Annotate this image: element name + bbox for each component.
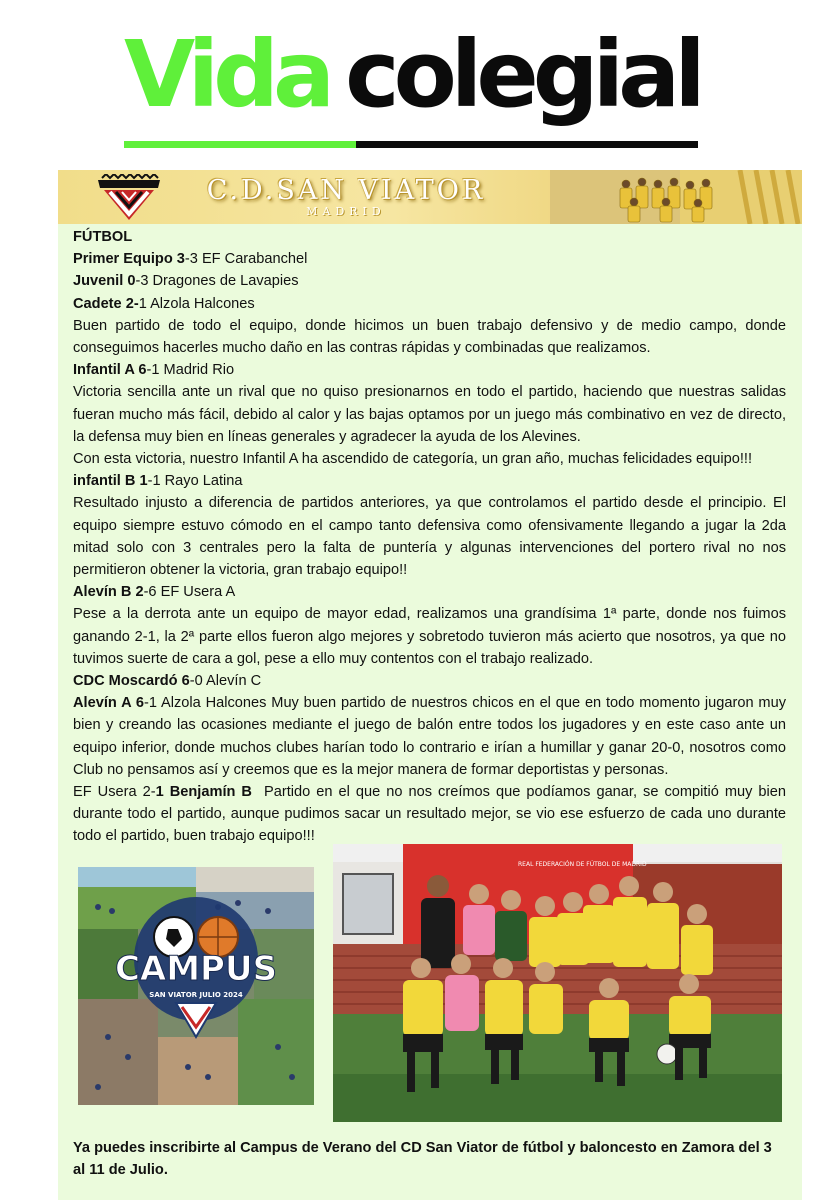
result-score: -0 Alevín C	[189, 673, 262, 690]
match-report: Con esta victoria, nuestro Infantil A ha ascendido de categoría, un gran año, muchas felicidades equipo!!!	[73, 451, 753, 468]
article-body	[73, 226, 791, 848]
match-report: Partido en el que no nos creímos que podíamos ganar, se compitió muy bien durante todo el partido, aunque pudimos sacar un resultado mejor, se vio ese esfuerzo de cada uno durante todo el partido, buen trabajo equipo!!!	[73, 784, 791, 845]
campus-title: CAMPUS	[114, 949, 278, 989]
result-team: Alevín A 6	[73, 695, 145, 712]
banner-club-name: C.D.SAN VIATOR	[206, 175, 486, 206]
result-score: -1 Rayo Latina	[147, 473, 243, 490]
result-team: Cadete 2-	[73, 295, 139, 312]
result-line	[73, 470, 786, 492]
match-report: Buen partido de todo el equipo, donde hicimos un buen trabajo defensivo y de medio campo, donde conseguimos hacerles mucho daño en las contras rápidas y combinadas que realizamos.	[73, 317, 786, 357]
match-report: Victoria sencilla ante un rival que no quiso presionarnos en todo el partido, haciendo que nuestras salidas fueran mucho más fácil, debido al calor y las bajas optamos por un juego más combinativo en vez de directo, la defensa muy bien en líneas generales y agradecer la ayuda de los Alevines.	[73, 384, 786, 445]
page-title	[124, 20, 700, 130]
result-score: -3 EF Carabanchel	[184, 251, 308, 268]
banner-team-photo	[550, 170, 802, 224]
campus-poster-image	[78, 867, 314, 1105]
result-line	[73, 270, 786, 292]
result-team: infantil B 1	[73, 473, 148, 490]
result-team: Juvenil 0	[73, 273, 136, 290]
club-banner	[58, 170, 802, 224]
section-heading: FÚTBOL	[73, 229, 133, 245]
title-word-vida: Vida	[124, 21, 330, 128]
result-line	[73, 359, 786, 381]
wall-sign-text: REAL FEDERACIÓN DE FÚTBOL DE MADRID	[518, 861, 647, 868]
result-line	[73, 581, 786, 603]
result-line	[73, 670, 786, 692]
result-score: -6 EF Usera A	[143, 584, 236, 601]
title-word-colegial: colegial	[345, 21, 700, 128]
match-report: -1 Alzola Halcones Muy buen partido de nuestros chicos en el que en todo momento jugaron muy bien y creando las ocasiones mediante el juego de balón entre todos los jugadores y en este caso ante un equipo inferior, donde muchos clubes harían todo lo contrario e irían a humillar y ganar 20-0, nosotros como Club no pensamos así y creemos que es la mejor manera de formar deportistas y personas.	[73, 695, 786, 778]
masthead	[0, 0, 834, 160]
match-report: Pese a la derrota ante un equipo de mayor edad, realizamos una grandísima 1ª parte, donde nos fuimos ganando 2-1, la 2ª parte ellos fueron algo mejores y sobretodo tuvieron más acierto que nosotros, ya que no tuvimos suerte de cara a gol, pese a ello muy contentos con el trabajo realizado.	[73, 606, 786, 667]
result-line	[73, 781, 791, 848]
team-photo	[333, 844, 782, 1122]
campus-subtitle: SAN VIATOR JULIO 2024	[149, 991, 243, 999]
result-score: -1 Madrid Rio	[146, 362, 235, 379]
result-team: Primer Equipo 3	[73, 251, 185, 268]
result-score: 1 Alzola Halcones	[138, 295, 255, 312]
result-team: CDC Moscardó 6	[73, 673, 190, 690]
title-underline-black	[356, 141, 698, 148]
result-team: Infantil A 6	[73, 362, 147, 379]
result-score: -3 Dragones de Lavapies	[135, 273, 299, 290]
banner-city: MADRID	[306, 205, 386, 218]
result-line	[73, 293, 786, 315]
title-underline-green	[124, 141, 356, 148]
result-line	[73, 692, 786, 781]
campus-announcement: Ya puedes inscribirte al Campus de Verano del CD San Viator de fútbol y baloncesto en Zamora del 3 al 11 de Julio.	[73, 1140, 772, 1179]
result-team: Alevín B 2	[73, 584, 144, 601]
result-line	[73, 248, 786, 270]
result-opponent: EF Usera 2-	[73, 784, 156, 801]
club-crest-icon	[92, 174, 166, 222]
result-team: 1 Benjamín B	[155, 784, 252, 801]
match-report: Resultado injusto a diferencia de partidos anteriores, ya que controlamos el partido desde el principio. El equipo siempre estuvo cómodo en el campo tanto defensiva como ofensivamente llegando a jugar la 2da mitad solo con 3 centrales pero la falta de puntería y algunas intervenciones del portero rival no nos permitieron obtener la victoria, gran trabajo equipo!!	[73, 495, 786, 579]
